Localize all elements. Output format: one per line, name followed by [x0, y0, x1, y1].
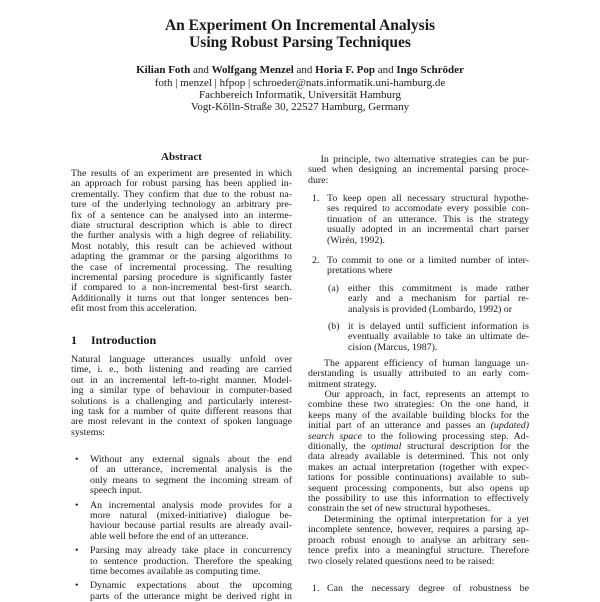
author-separator: and — [296, 64, 313, 76]
text-line: crementally. They confirm that due to the robust na- — [71, 188, 292, 200]
text-line: speech input. — [90, 485, 143, 497]
text-line: if compared to a non-incremental best-first search. — [71, 282, 292, 294]
address: Vogt-Kölln-Straße 30, 22527 Hamburg, Germany — [190, 101, 410, 113]
numbered-item — [327, 256, 529, 277]
bullet-item — [90, 501, 292, 543]
numbered-item — [327, 194, 529, 246]
text-line: Natural language utterances usually unfold over — [71, 354, 292, 365]
text-line: tinuation of an utterance. This is the strategy — [327, 213, 529, 225]
bullet-item — [90, 546, 292, 577]
text-line: cision (Marcus, 1987). — [348, 341, 438, 353]
text-line: Additionally it turns out that longer sentences ben- — [71, 292, 292, 304]
text-line: the further analysis with a high degree of reliability. — [71, 230, 292, 242]
text-line: incomplete sentence, however, requires a parsing ap- — [308, 524, 529, 536]
text-line: out in an incremental left-to-right manner. Model- — [71, 374, 292, 386]
text-line: systems: — [71, 426, 106, 438]
introduction-paragraph — [71, 355, 292, 438]
text-line: proach robust enough to analyse an arbitrary sen- — [308, 534, 529, 546]
section-number: 1 — [71, 333, 77, 347]
text-line: keeps many of the available building blocks for the — [308, 409, 529, 421]
text-line: To commit to one or a limited number of inter- — [327, 255, 529, 266]
lettered-subitem-marker: (b) — [328, 321, 340, 332]
text-line: ture of the underlying technology an arbitrary pre- — [71, 199, 292, 211]
section-title: Introduction — [91, 333, 157, 347]
bullet-item — [90, 455, 292, 497]
text-line: (Wirén, 1992). — [327, 234, 386, 246]
text-line: Without any external signals about the end — [90, 454, 292, 465]
text-line: ing task for a number of quite different reasons that — [71, 405, 292, 417]
text-line: data already available is determined. This not only — [308, 451, 529, 463]
author-separator: and — [377, 64, 394, 76]
author-emails: foth | menzel | hfpop | schroeder@nats.informatik.uni-hamburg.de — [154, 77, 446, 89]
text-line: usually adopted in an incremental chart parser — [327, 224, 529, 236]
text-segment: ditionally, the — [308, 440, 372, 452]
numbered-item-marker: 1. — [312, 193, 320, 204]
text-line: Our approach, in fact, represents an attempt to — [308, 389, 529, 400]
section-heading-introduction — [71, 333, 156, 348]
text-line: fix of a sentence can be analysed into an interme- — [71, 209, 292, 221]
question-item — [327, 584, 529, 594]
text-line: Parsing may already take place in concurrency — [90, 545, 292, 557]
text-line: The results of an experiment are presented in which — [71, 168, 292, 179]
text-line: diate structural description which is able to direct — [71, 219, 292, 231]
text-line: mitment strategy. — [308, 378, 377, 390]
text-line: time, i. e., both listening and reading are carried — [71, 364, 292, 376]
text-segment: optimal — [371, 440, 402, 452]
text-line: either this commitment is made rather — [348, 283, 529, 294]
text-line: adapting the grammar or the parsing algorithms to — [71, 251, 292, 263]
text-line: early and a mechanism for partial re- — [348, 293, 529, 305]
text-line: sequent processing components, but also opens up — [308, 482, 529, 494]
text-line: able well before the end of an utterance. — [90, 530, 249, 542]
text-line: An incremental analysis mode provides for a — [90, 499, 292, 511]
right-paragraph-3 — [308, 390, 529, 515]
author-name: Wolfgang Menzel — [211, 64, 294, 76]
text-line: Most notably, this result can be achieved without — [71, 240, 292, 252]
text-line: dure: — [308, 174, 329, 186]
author-name: Horia F. Pop — [315, 64, 375, 76]
lettered-subitem-marker: (a) — [328, 283, 339, 294]
right-paragraph-2 — [308, 359, 529, 390]
affiliation: Fachbereich Informatik, Universität Hamburg — [198, 89, 401, 101]
text-line: the possibility to use this information to effectively — [308, 492, 529, 504]
text-line: only means to segment the incoming stream of — [90, 474, 292, 486]
paper-title-line-2: Using Robust Parsing Techniques — [189, 34, 411, 51]
text-line: incremental parsing procedure is significantly faster — [71, 271, 292, 283]
author-name: Kilian Foth — [136, 64, 191, 76]
question-item-marker: 1. — [312, 583, 320, 594]
text-line: In principle, two alternative strategies can be pur- — [308, 154, 529, 165]
text-line: ing a similar type of behaviour in computer-based — [71, 385, 292, 397]
text-line: efit most from this acceleration. — [71, 303, 197, 315]
bullet-item — [90, 581, 292, 602]
text-line: The apparent efficiency of human language un- — [308, 358, 529, 369]
text-segment: search space — [308, 430, 363, 442]
text-line: tence prefix into a meaningful structure. Therefore — [308, 545, 529, 557]
paper-title-line-1: An Experiment On Incremental Analysis — [164, 17, 436, 34]
text-line: Can the necessary degree of robustness be — [327, 583, 529, 594]
text-line: Determining the optimal interpretation for a yet — [308, 514, 529, 525]
abstract-body — [71, 169, 292, 314]
author-name: Ingo Schröder — [396, 64, 464, 76]
text-line: to sentence production. Therefore the speaking — [90, 555, 292, 567]
text-line: combine these two strategies: On the one hand, it — [308, 399, 529, 411]
text-line: more natural (mixed-initiative) dialogue be- — [90, 509, 292, 521]
author-list — [0, 64, 600, 76]
bullet-item-marker: • — [75, 454, 79, 465]
lettered-subitem — [348, 284, 529, 315]
abstract-heading: Abstract — [161, 151, 202, 163]
text-line: an approach for robust parsing has been applied in- — [71, 178, 292, 190]
text-line: eventually available to take an ultimate de- — [348, 331, 529, 343]
text-segment: structural description for the — [401, 440, 529, 452]
text-segment: (updated) — [490, 420, 529, 432]
text-line: To keep open all necessary structural hypothe- — [327, 193, 529, 204]
text-line: haviour because partial results are already avail- — [90, 520, 292, 532]
lettered-subitem — [348, 322, 529, 353]
text-line: derstanding is usually attributed to an early com- — [308, 368, 529, 380]
text-segment: to the following processing step. Ad- — [362, 430, 529, 442]
text-line: sued when designing an incremental parsing proce- — [308, 164, 529, 176]
text-line: are most relevant in the context of spoken language — [71, 416, 292, 428]
text-line: ses required to accomodate every possible con- — [327, 203, 529, 215]
right-paragraph-4 — [308, 515, 529, 567]
text-line: it is delayed until sufficient information is — [348, 321, 529, 332]
text-line: two closely related questions need to be raised: — [308, 555, 495, 567]
bullet-item-marker: • — [75, 545, 79, 557]
text-line: parts of the utterance might be derived right in — [90, 590, 292, 602]
bullet-item-marker: • — [75, 499, 79, 511]
author-separator: and — [192, 64, 209, 76]
text-line: tations for possible continuations) available to sub- — [308, 472, 529, 484]
text-line: makes an actual interpretation (together with expec- — [308, 461, 529, 473]
text-segment: initial part of an utterance and passes an — [308, 420, 491, 432]
text-line: solutions is a challenging and particularly interest- — [71, 395, 292, 407]
text-line: of an utterance, incremental analysis is the — [90, 464, 292, 476]
numbered-item-marker: 2. — [312, 255, 320, 266]
text-line: time becomes available as computing time. — [90, 565, 261, 577]
bullet-item-marker: • — [75, 580, 79, 592]
text-line: the case of incremental processing. The resulting — [71, 261, 292, 273]
text-line: Dynamic expectations about the upcoming — [90, 580, 292, 592]
text-line: constrain the set of new structural hypotheses. — [308, 503, 491, 515]
text-line: analysis is provided (Lombardo, 1992) or — [348, 303, 513, 315]
right-paragraph-1 — [308, 155, 529, 186]
text-line: pretations where — [327, 265, 393, 277]
